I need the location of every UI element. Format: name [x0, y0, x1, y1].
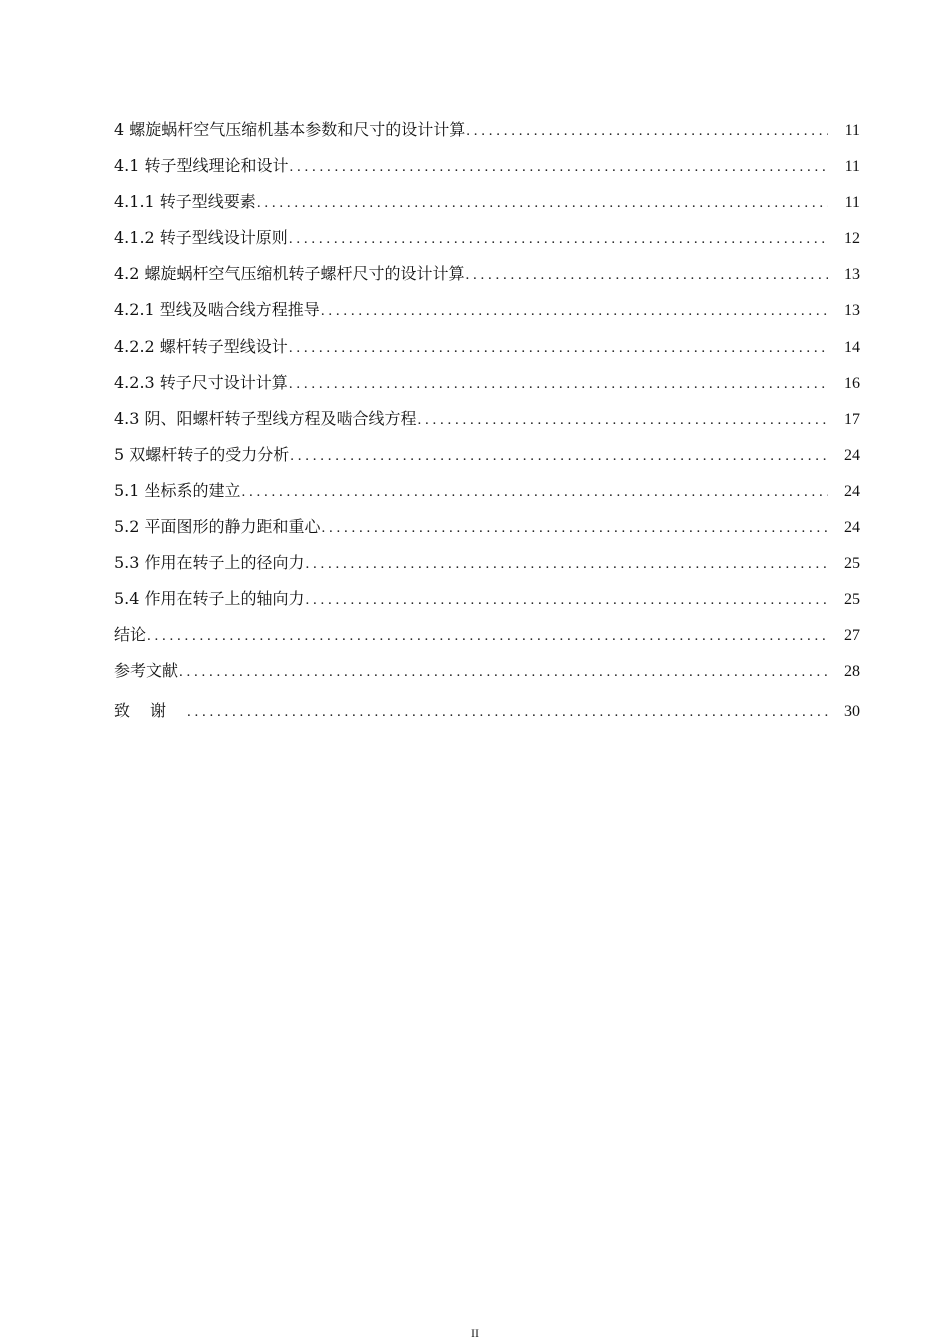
toc-dot-leader: [418, 406, 828, 434]
toc-dot-leader: [466, 117, 828, 145]
toc-dot-leader: [306, 550, 828, 578]
toc-entry[interactable]: [114, 697, 860, 733]
toc-entry[interactable]: [114, 441, 860, 477]
toc-dot-leader: [242, 478, 828, 506]
toc-dot-leader: [289, 225, 828, 253]
toc-entry-title: 结论: [114, 625, 147, 645]
toc-entry-page: 24: [844, 482, 860, 500]
toc-entry[interactable]: [114, 549, 860, 585]
toc-entry-page: 12: [844, 230, 860, 248]
toc-entry-page: 17: [844, 410, 860, 428]
toc-entry-page: 30: [844, 702, 860, 720]
toc-entry[interactable]: [114, 513, 860, 549]
toc-dot-leader: [257, 189, 828, 217]
toc-entry-page: 11: [844, 158, 860, 176]
toc-entry-title: 4.2 螺旋蜗杆空气压缩机转子螺杆尺寸的设计计算: [114, 264, 465, 284]
toc-entry[interactable]: [114, 405, 860, 441]
toc-entry-title: 致谢: [114, 700, 187, 720]
toc-dot-leader: [466, 261, 828, 289]
toc-entry-page: 24: [844, 446, 860, 464]
toc-entry-title: 4.1.2 转子型线设计原则: [114, 228, 288, 248]
toc-entry[interactable]: [114, 224, 860, 260]
toc-entry-page: 16: [844, 374, 860, 392]
toc-dot-leader: [179, 658, 828, 686]
toc-dot-leader: [147, 622, 828, 650]
toc-entry-page: 25: [844, 555, 860, 573]
toc-dot-leader: [290, 442, 828, 470]
toc-entry[interactable]: [114, 260, 860, 296]
toc-entry-title: 4.1.1 转子型线要素: [114, 192, 256, 212]
toc-dot-leader: [187, 698, 828, 726]
toc-entry[interactable]: [114, 657, 860, 693]
toc-entry-title: 5.4 作用在转子上的轴向力: [114, 589, 305, 609]
toc-entry[interactable]: [114, 333, 860, 369]
toc-entry-title: 5.1 坐标系的建立: [114, 480, 241, 500]
toc-dot-leader: [321, 297, 828, 325]
toc-entry[interactable]: [114, 477, 860, 513]
toc-entry[interactable]: [114, 152, 860, 188]
toc-entry-title: 5.2 平面图形的静力距和重心: [114, 517, 321, 537]
page-number: II: [471, 1326, 479, 1340]
toc-entry-title: 5 双螺杆转子的受力分析: [114, 444, 290, 464]
toc-entry-title: 4.2.3 转子尺寸设计计算: [114, 372, 288, 392]
toc-entry-page: 14: [844, 338, 860, 356]
toc-dot-leader: [322, 514, 828, 542]
toc-entry-page: 28: [844, 663, 860, 681]
toc-dot-leader: [289, 370, 828, 398]
toc-entry[interactable]: [114, 369, 860, 405]
toc-entry-page: 24: [844, 519, 860, 537]
toc-entry-title: 4.3 阴、阳螺杆转子型线方程及啮合线方程: [114, 408, 417, 428]
toc-entry-page: 13: [844, 302, 860, 320]
toc-entry[interactable]: [114, 188, 860, 224]
toc-entry-page: 11: [844, 122, 860, 139]
toc-entry[interactable]: [114, 296, 860, 332]
toc-entry-page: 13: [844, 266, 860, 284]
toc-entry-page: 27: [844, 627, 860, 645]
toc-entry[interactable]: [114, 116, 860, 152]
table-of-contents: [114, 116, 860, 733]
toc-entry-title: 参考文献: [114, 661, 179, 681]
toc-dot-leader: [306, 586, 828, 614]
toc-entry-page: 11: [844, 194, 860, 212]
toc-entry[interactable]: [114, 621, 860, 657]
toc-entry[interactable]: [114, 585, 860, 621]
toc-entry-title: 4.1 转子型线理论和设计: [114, 156, 289, 176]
toc-entry-title: 5.3 作用在转子上的径向力: [114, 553, 305, 573]
toc-entry-page: 25: [844, 591, 860, 609]
toc-entry-title: 4 螺旋蜗杆空气压缩机基本参数和尺寸的设计计算: [114, 120, 466, 139]
toc-dot-leader: [289, 334, 828, 362]
toc-entry-title: 4.2.2 螺杆转子型线设计: [114, 336, 288, 356]
toc-entry-title: 4.2.1 型线及啮合线方程推导: [114, 300, 320, 320]
toc-dot-leader: [290, 153, 828, 181]
